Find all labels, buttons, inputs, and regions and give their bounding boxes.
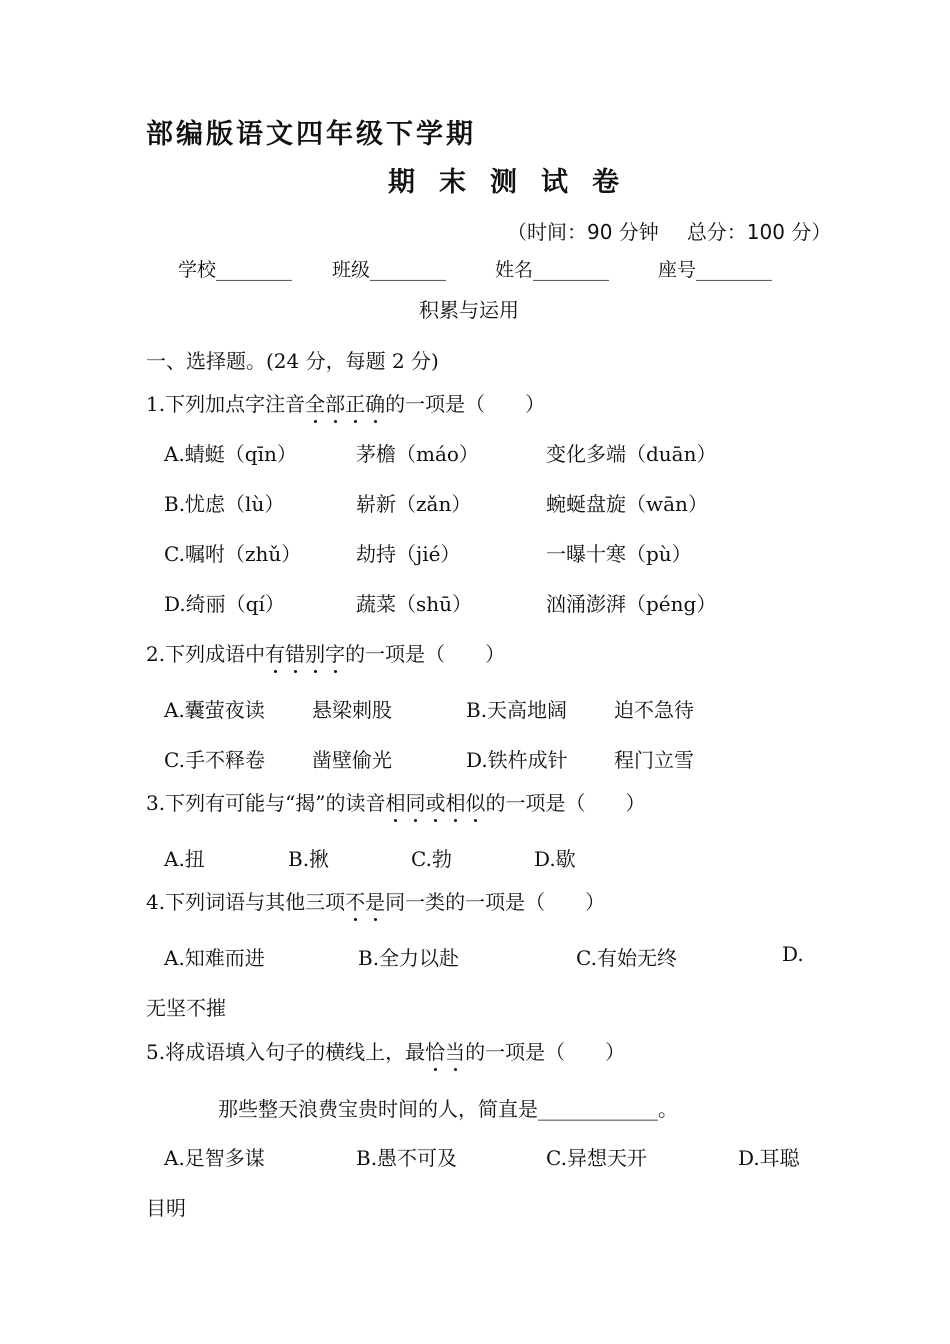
q2-option-b[interactable]: B.天高地阔: [466, 698, 568, 722]
emphasis-dots: [425, 1040, 465, 1064]
name-field[interactable]: 姓名________: [495, 259, 610, 281]
question-2-stem: 2.下列成语中有错别字的一项是（ ）: [146, 638, 505, 667]
exam-meta: [507, 216, 859, 245]
question-5-stem: 5.将成语填入句子的横线上，最恰当的一项是（ ）: [146, 1036, 625, 1065]
emphasis-char: 当: [445, 1036, 465, 1065]
q2-option-c[interactable]: C.手不释卷: [164, 748, 265, 772]
q5-option-c[interactable]: C.异想天开: [546, 1146, 647, 1170]
q3-option-d[interactable]: D.歇: [534, 847, 576, 871]
q2-option-a[interactable]: A.囊萤夜读: [164, 698, 265, 722]
q1-option-b-2: 崭新（zǎn）: [356, 492, 472, 516]
q1-option-b-3: 蜿蜒盘旋（wān）: [546, 492, 708, 516]
emphasis-dots: [386, 791, 486, 815]
emphasis-char: 是: [365, 886, 385, 915]
q5-option-a[interactable]: A.足智多谋: [164, 1146, 265, 1170]
total-score: 总分：100 分）: [686, 220, 832, 244]
q2-option-d-2: 程门立雪: [614, 748, 694, 772]
emphasis-char: 或: [426, 787, 446, 816]
section-title: 积累与运用: [419, 298, 519, 322]
question-4-stem: 4.下列词语与其他三项不是同一类的一项是（ ）: [146, 886, 605, 915]
q5-sentence: 那些整天浪费宝贵时间的人，简直是____________。: [218, 1097, 678, 1121]
emphasis-char: 部: [325, 388, 345, 417]
q2-option-a-2: 悬梁刺股: [312, 698, 392, 722]
emphasis-char: 恰: [425, 1036, 445, 1065]
q2-option-d[interactable]: D.铁杵成针: [466, 748, 568, 772]
school-field[interactable]: 学校________: [178, 259, 293, 281]
q4-option-a[interactable]: A.知难而进: [164, 946, 265, 970]
time-limit: （时间：90 分钟: [507, 220, 659, 244]
emphasis-char: 有: [265, 638, 285, 667]
question-3-stem: 3.下列有可能与“揭”的读音相同或相似的一项是（ ）: [146, 787, 646, 816]
q1-option-d-3: 汹涌澎湃（péng）: [546, 592, 717, 616]
emphasis-char: 不: [345, 886, 365, 915]
emphasis-char: 全: [305, 388, 325, 417]
exam-subtitle: 期末测试卷: [388, 167, 643, 198]
emphasis-char: 相: [386, 787, 406, 816]
seat-field[interactable]: 座号________: [658, 259, 773, 281]
q1-option-d-2: 蔬菜（shū）: [356, 592, 473, 616]
question-1-stem: 1.下列加点字注音全部正确的一项是（ ）: [146, 388, 545, 417]
q4-option-c[interactable]: C.有始无终: [576, 946, 677, 970]
part-one-heading: 一、选择题。(24 分，每题 2 分): [146, 349, 439, 373]
emphasis-char: 确: [365, 388, 385, 417]
emphasis-char: 字: [325, 638, 345, 667]
emphasis-dots: [265, 642, 345, 666]
exam-title: 部编版语文四年级下学期: [146, 119, 476, 150]
q3-option-c[interactable]: C.勃: [411, 847, 452, 871]
emphasis-char: 错: [285, 638, 305, 667]
q1-option-a[interactable]: A.蜻蜓（qīn）: [164, 442, 297, 466]
emphasis-dots: [305, 392, 385, 416]
q4-option-d[interactable]: D.: [782, 942, 804, 966]
q1-option-c-3: 一曝十寒（pù）: [546, 542, 692, 566]
emphasis-char: 正: [345, 388, 365, 417]
q2-option-c-2: 凿壁偷光: [312, 748, 392, 772]
q5-option-b[interactable]: B.愚不可及: [356, 1146, 458, 1170]
q3-option-b[interactable]: B.揪: [288, 847, 330, 871]
class-field[interactable]: 班级________: [332, 259, 447, 281]
q1-option-c[interactable]: C.嘱咐（zhǔ）: [164, 542, 302, 566]
emphasis-char: 别: [305, 638, 325, 667]
q4-option-d-wrap: 无坚不摧: [146, 996, 226, 1020]
q1-option-a-3: 变化多端（duān）: [546, 442, 717, 466]
q1-option-a-2: 茅檐（máo）: [356, 442, 479, 466]
q2-option-b-2: 迫不急待: [614, 698, 694, 722]
q5-option-d[interactable]: D.耳聪: [738, 1146, 800, 1170]
emphasis-dots: [345, 890, 385, 914]
q5-option-d-wrap: 目明: [146, 1196, 186, 1220]
q3-option-a[interactable]: A.扭: [164, 847, 205, 871]
emphasis-char: 同: [406, 787, 426, 816]
q1-option-c-2: 劫持（jié）: [356, 542, 461, 566]
emphasis-char: 相: [446, 787, 466, 816]
q1-option-b[interactable]: B.忧虑（lù）: [164, 492, 285, 516]
q4-option-b[interactable]: B.全力以赴: [358, 946, 460, 970]
emphasis-char: 似: [466, 787, 486, 816]
q1-option-d[interactable]: D.绮丽（qí）: [164, 592, 285, 616]
